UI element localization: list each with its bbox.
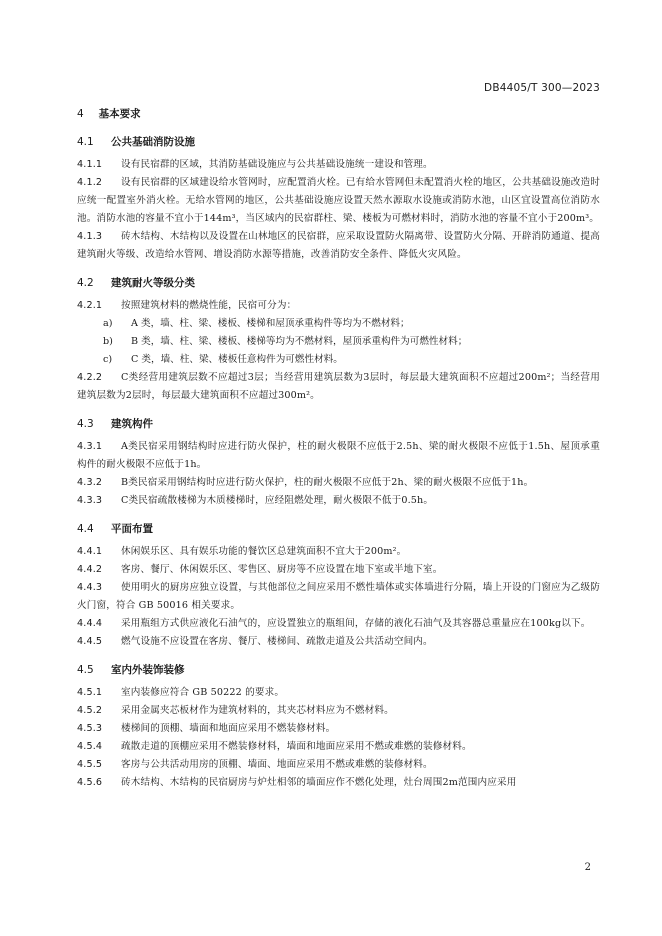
document-body <box>77 105 600 792</box>
section-number: 4.3 <box>77 418 94 430</box>
list-item-label: b) <box>103 336 113 347</box>
list-item <box>77 351 600 369</box>
clause-number: 4.2.2 <box>77 372 103 383</box>
clause <box>77 492 600 510</box>
clause-text: C类经营用建筑层数不应超过3层；当经营用建筑层数为3层时，每层最大建筑面积不应超过200m²；当经营用建筑层数为2层时，每层最大建筑面积不应超过300m²。 <box>77 372 600 401</box>
clause-number: 4.5.6 <box>77 777 103 788</box>
clause-number: 4.2.1 <box>77 300 103 311</box>
clause-text: 设有民宿群的区域，其消防基础设施应与公共基础设施统一建设和管理。 <box>121 159 433 170</box>
page-number: 2 <box>584 862 591 873</box>
clause-text: 砖木结构、木结构的民宿厨房与炉灶相邻的墙面应作不燃化处理，灶台周围2m范围内应采用 <box>121 777 517 788</box>
clause-text: 使用明火的厨房应独立设置，与其他部位之间应采用不燃性墙体或实体墙进行分隔，墙上开设的门窗应为乙级防火门窗，符合 GB 50016 相关要求。 <box>77 582 600 611</box>
clause <box>77 738 600 756</box>
section-title: 建筑构件 <box>111 418 153 430</box>
chapter-number: 4 <box>77 108 84 120</box>
clause-number: 4.4.1 <box>77 546 103 557</box>
clause-text: 楼梯间的顶棚、墙面和地面应采用不燃装修材料。 <box>121 723 336 734</box>
clause-number: 4.1.2 <box>77 177 103 188</box>
clause-number: 4.5.2 <box>77 705 103 716</box>
list-item-text: C 类，墙、柱、梁、楼板任意构件为可燃性材料。 <box>131 354 343 365</box>
clause-text: 设有民宿群的区域建设给水管网时，应配置消火栓。已有给水管网但未配置消火栓的地区，公共基础设施改造时应统一配置室外消火栓。无给水管网的地区，公共基础设施应设置天然水源取水设施或消防水池，山区宜设置高位消防水池。消防水池的容量不宜小于144m³，当区域内的民宿群柱、梁、楼板为可燃材料时，消防水池的容量不宜小于200m³。 <box>77 177 600 224</box>
section-heading <box>77 274 600 292</box>
clause-number: 4.5.5 <box>77 759 103 770</box>
clause-number: 4.1.1 <box>77 159 103 170</box>
clause-text: 燃气设施不应设置在客房、餐厅、楼梯间、疏散走道及公共活动空间内。 <box>121 636 433 647</box>
clause <box>77 720 600 738</box>
list-item-label: a) <box>103 318 113 329</box>
clause <box>77 774 600 792</box>
clause-text: 采用金属夹芯板材作为建筑材料的，其夹芯材料应为不燃材料。 <box>121 705 394 716</box>
list-item-text: B 类，墙、柱、梁、楼板、楼梯等均为不燃材料，屋顶承重构件为可燃性材料； <box>131 336 468 347</box>
section-number: 4.4 <box>77 523 94 535</box>
clause-text: B类民宿采用钢结构时应进行防火保护，柱的耐火极限不应低于2h、梁的耐火极限不应低于1h。 <box>121 477 534 488</box>
clause-number: 4.3.3 <box>77 495 103 506</box>
clause <box>77 684 600 702</box>
clause <box>77 156 600 174</box>
clause <box>77 702 600 720</box>
clause-number: 4.4.4 <box>77 618 103 629</box>
clause-number: 4.4.5 <box>77 636 103 647</box>
clause <box>77 543 600 561</box>
clause-number: 4.5.4 <box>77 741 103 752</box>
clause <box>77 369 600 405</box>
clause-text: 砖木结构、木结构以及设置在山林地区的民宿群，应采取设置防火隔离带、设置防火分隔、开辟消防通道、提高建筑耐火等级、改造给水管网、增设消防水源等措施，改善消防安全条件、降低火灾风险。 <box>77 231 600 260</box>
clause-text: C类民宿疏散楼梯为木质楼梯时，应经阻燃处理，耐火极限不低于0.5h。 <box>121 495 434 506</box>
section-heading <box>77 520 600 538</box>
section-title: 平面布置 <box>111 523 153 535</box>
clause-text: 按照建筑材料的燃烧性能，民宿可分为： <box>121 300 297 311</box>
clause-number: 4.3.1 <box>77 441 103 452</box>
clause-number: 4.5.3 <box>77 723 103 734</box>
section-number: 4.1 <box>77 136 94 148</box>
clause <box>77 474 600 492</box>
clause <box>77 228 600 264</box>
section-number: 4.5 <box>77 664 94 676</box>
list-item <box>77 315 600 333</box>
clause-text: 疏散走道的顶棚应采用不燃装修材料，墙面和地面应采用不燃或难燃的装修材料。 <box>121 741 472 752</box>
clause-number: 4.5.1 <box>77 687 103 698</box>
clause <box>77 615 600 633</box>
clause <box>77 174 600 228</box>
clause-text: A类民宿采用钢结构时应进行防火保护，柱的耐火极限不应低于2.5h、梁的耐火极限不应低于1.5h、屋顶承重构件的耐火极限不应低于1h。 <box>77 441 600 470</box>
clause-text: 客房、餐厅、休闲娱乐区、零售区、厨房等不应设置在地下室或半地下室。 <box>121 564 443 575</box>
clause-text: 休闲娱乐区、具有娱乐功能的餐饮区总建筑面积不宜大于200m²。 <box>121 546 407 557</box>
clause-text: 采用瓶组方式供应液化石油气的，应设置独立的瓶组间，存储的液化石油气及其容器总重量应在100kg以下。 <box>121 618 591 629</box>
clause-text: 客房与公共活动用房的顶棚、墙面、地面应采用不燃或难燃的装修材料。 <box>121 759 433 770</box>
clause <box>77 579 600 615</box>
clause-number: 4.1.3 <box>77 231 103 242</box>
clause <box>77 438 600 474</box>
section-number: 4.2 <box>77 277 94 289</box>
list-item-label: c) <box>103 354 113 365</box>
clause-text: 室内装修应符合 GB 50222 的要求。 <box>121 687 285 698</box>
section-heading <box>77 133 600 151</box>
clause <box>77 633 600 651</box>
clause-number: 4.4.3 <box>77 582 103 593</box>
clause <box>77 297 600 315</box>
section-title: 室内外装饰装修 <box>111 664 185 676</box>
section-title: 建筑耐火等级分类 <box>111 277 195 289</box>
section-title: 公共基础消防设施 <box>111 136 195 148</box>
clause-number: 4.3.2 <box>77 477 103 488</box>
section-heading <box>77 415 600 433</box>
chapter-title: 基本要求 <box>98 108 141 120</box>
section-heading <box>77 661 600 679</box>
standard-code: DB4405/T 300—2023 <box>484 82 600 94</box>
list-item-text: A 类，墙、柱、梁、楼板、楼梯和屋顶承重构件等均为不燃材料； <box>131 318 410 329</box>
clause <box>77 561 600 579</box>
chapter-heading <box>77 105 600 123</box>
sections-container <box>77 133 600 792</box>
clause <box>77 756 600 774</box>
clause-number: 4.4.2 <box>77 564 103 575</box>
list-item <box>77 333 600 351</box>
